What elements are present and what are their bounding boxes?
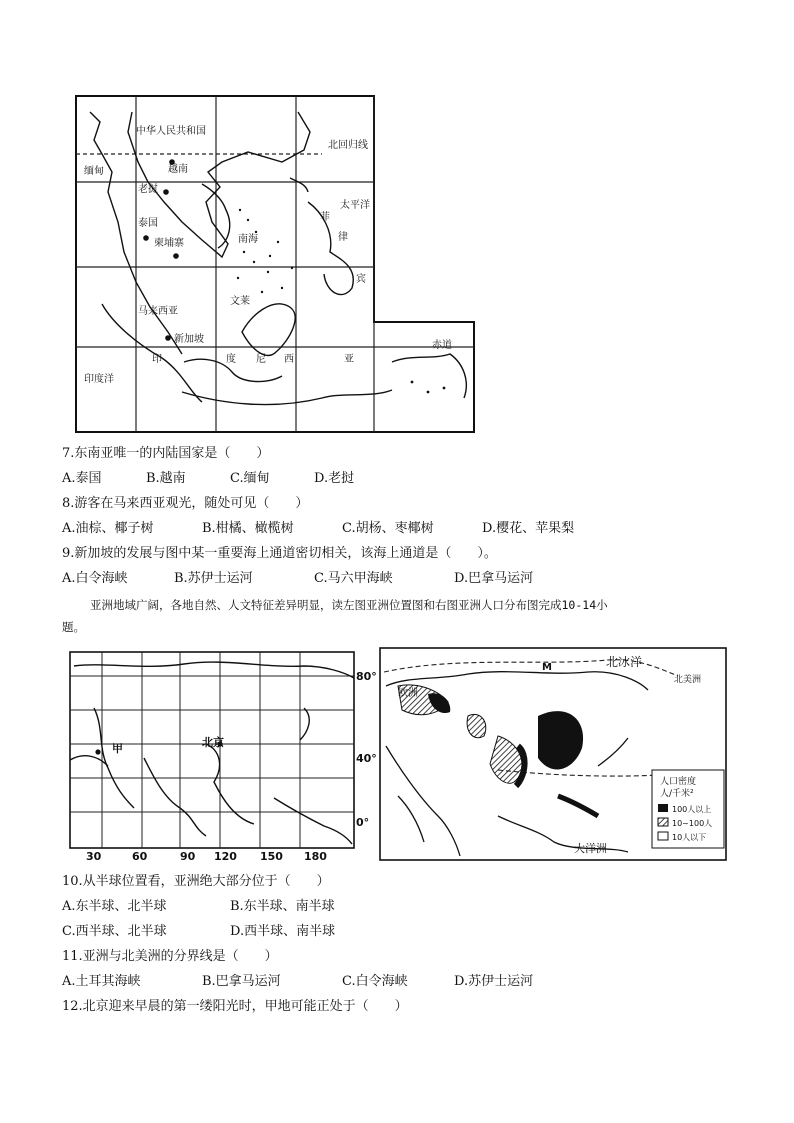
q11-option-d[interactable]: D.苏伊士运河	[454, 974, 534, 989]
label-thailand: 泰国	[138, 218, 158, 229]
legend-title-2: 人/千米²	[660, 789, 694, 799]
legend-item-high: 100人以上	[672, 805, 712, 814]
label-south-sea: 南海	[238, 234, 258, 245]
label-brunei: 文莱	[230, 296, 250, 307]
label-tropic: 北回归线	[328, 140, 368, 151]
asia-position-map	[64, 648, 380, 864]
lon-label-180: 180	[304, 850, 327, 863]
label-indian-ocean: 印度洋	[84, 374, 114, 385]
q10-option-c[interactable]: C.西半球、北半球	[62, 924, 167, 939]
legend-title-1: 人口密度	[660, 777, 697, 787]
legend-item-low: 10人以下	[672, 833, 707, 842]
question-12-stem: 12.北京迎来早晨的第一缕阳光时，甲地可能正处于（ ）	[62, 999, 408, 1014]
label-indonesia-3: 尼	[256, 354, 266, 365]
question-11-options	[62, 974, 533, 990]
lon-label-120: 120	[214, 850, 237, 863]
question-10-options-row1	[62, 899, 335, 915]
label-vietnam: 越南	[168, 164, 188, 175]
label-malaysia: 马来西亚	[138, 306, 178, 317]
question-7-stem: 7.东南亚唯一的内陆国家是（ ）	[62, 446, 270, 461]
q8-option-c[interactable]: C.胡杨、枣椰树	[342, 521, 434, 536]
q9-option-d[interactable]: D.巴拿马运河	[454, 571, 534, 586]
q8-option-d[interactable]: D.樱花、苹果梨	[482, 521, 575, 536]
point-jia-label: 甲	[112, 742, 123, 755]
label-philippines-2: 律	[338, 232, 348, 243]
label-laos: 老挝	[138, 184, 158, 195]
lat-label-40: 40°	[356, 752, 377, 765]
q11-option-c[interactable]: C.白令海峡	[342, 974, 408, 989]
question-7-options	[62, 471, 354, 487]
label-china: 中华人民共和国	[136, 126, 206, 137]
label-philippines-3: 宾	[356, 274, 366, 285]
q7-option-b[interactable]: B.越南	[146, 471, 186, 486]
label-indonesia-5: 亚	[344, 354, 354, 365]
label-north-america: 北美洲	[674, 675, 702, 685]
question-9-stem: 9.新加坡的发展与图中某一重要海上通道密切相关，该海上通道是（ ）。	[62, 546, 497, 561]
q8-option-a[interactable]: A.油棕、椰子树	[62, 521, 154, 536]
q9-option-c[interactable]: C.马六甲海峡	[314, 571, 393, 586]
asia-population-map	[378, 646, 730, 864]
question-8-options	[62, 521, 574, 537]
label-indonesia-4: 西	[284, 354, 294, 365]
label-philippines-1: 菲	[320, 212, 330, 223]
q7-option-c[interactable]: C.缅甸	[230, 471, 270, 486]
lat-label-80: 80°	[356, 670, 377, 683]
label-myanmar: 缅甸	[84, 166, 104, 177]
southeast-asia-map	[72, 92, 476, 436]
question-8-stem: 8.游客在马来西亚观光，随处可见（ ）	[62, 496, 309, 511]
intro-line-2: 题。	[62, 620, 85, 634]
q7-option-a[interactable]: A.泰国	[62, 471, 102, 486]
label-singapore: 新加坡	[174, 334, 204, 345]
q9-option-b[interactable]: B.苏伊士运河	[174, 571, 253, 586]
question-9-options	[62, 571, 533, 587]
q10-option-b[interactable]: B.东半球、南半球	[230, 899, 335, 914]
lon-label-150: 150	[260, 850, 283, 863]
label-cambodia: 柬埔寨	[154, 238, 184, 249]
q9-option-a[interactable]: A.白令海峡	[62, 571, 128, 586]
q8-option-b[interactable]: B.柑橘、橄榄树	[202, 521, 294, 536]
question-11-stem: 11.亚洲与北美洲的分界线是（ ）	[62, 949, 278, 964]
lon-label-90: 90	[180, 850, 196, 863]
population-legend	[652, 770, 724, 848]
q11-option-b[interactable]: B.巴拿马运河	[202, 974, 281, 989]
label-pacific: 太平洋	[340, 200, 370, 211]
lon-label-30: 30	[86, 850, 102, 863]
label-arctic-ocean: 北冰洋	[606, 655, 643, 669]
legend-item-mid: 10~100人	[672, 819, 713, 828]
q11-option-a[interactable]: A.土耳其海峡	[62, 974, 141, 989]
beijing-label: 北京	[202, 736, 224, 749]
label-m: M	[542, 662, 552, 673]
label-indonesia-2: 度	[226, 354, 236, 365]
q10-option-a[interactable]: A.东半球、北半球	[62, 899, 167, 914]
intro-paragraph	[62, 594, 752, 638]
label-equator: 赤道	[432, 340, 452, 351]
intro-line-1: 亚洲地域广阔，各地自然、人文特征差异明显，读左图亚洲位置图和右图亚洲人口分布图完成10-14小	[90, 598, 608, 612]
label-oceania: 大洋洲	[574, 842, 607, 855]
label-indonesia-1: 印	[152, 354, 162, 365]
question-10-stem: 10.从半球位置看，亚洲绝大部分位于（ ）	[62, 874, 330, 889]
lat-label-0: 0°	[356, 816, 370, 829]
label-europe: 欧洲	[398, 688, 418, 699]
q10-option-d[interactable]: D.西半球、南半球	[230, 924, 336, 939]
q7-option-d[interactable]: D.老挝	[314, 471, 355, 486]
question-10-options-row2	[62, 924, 335, 940]
lon-label-60: 60	[132, 850, 148, 863]
